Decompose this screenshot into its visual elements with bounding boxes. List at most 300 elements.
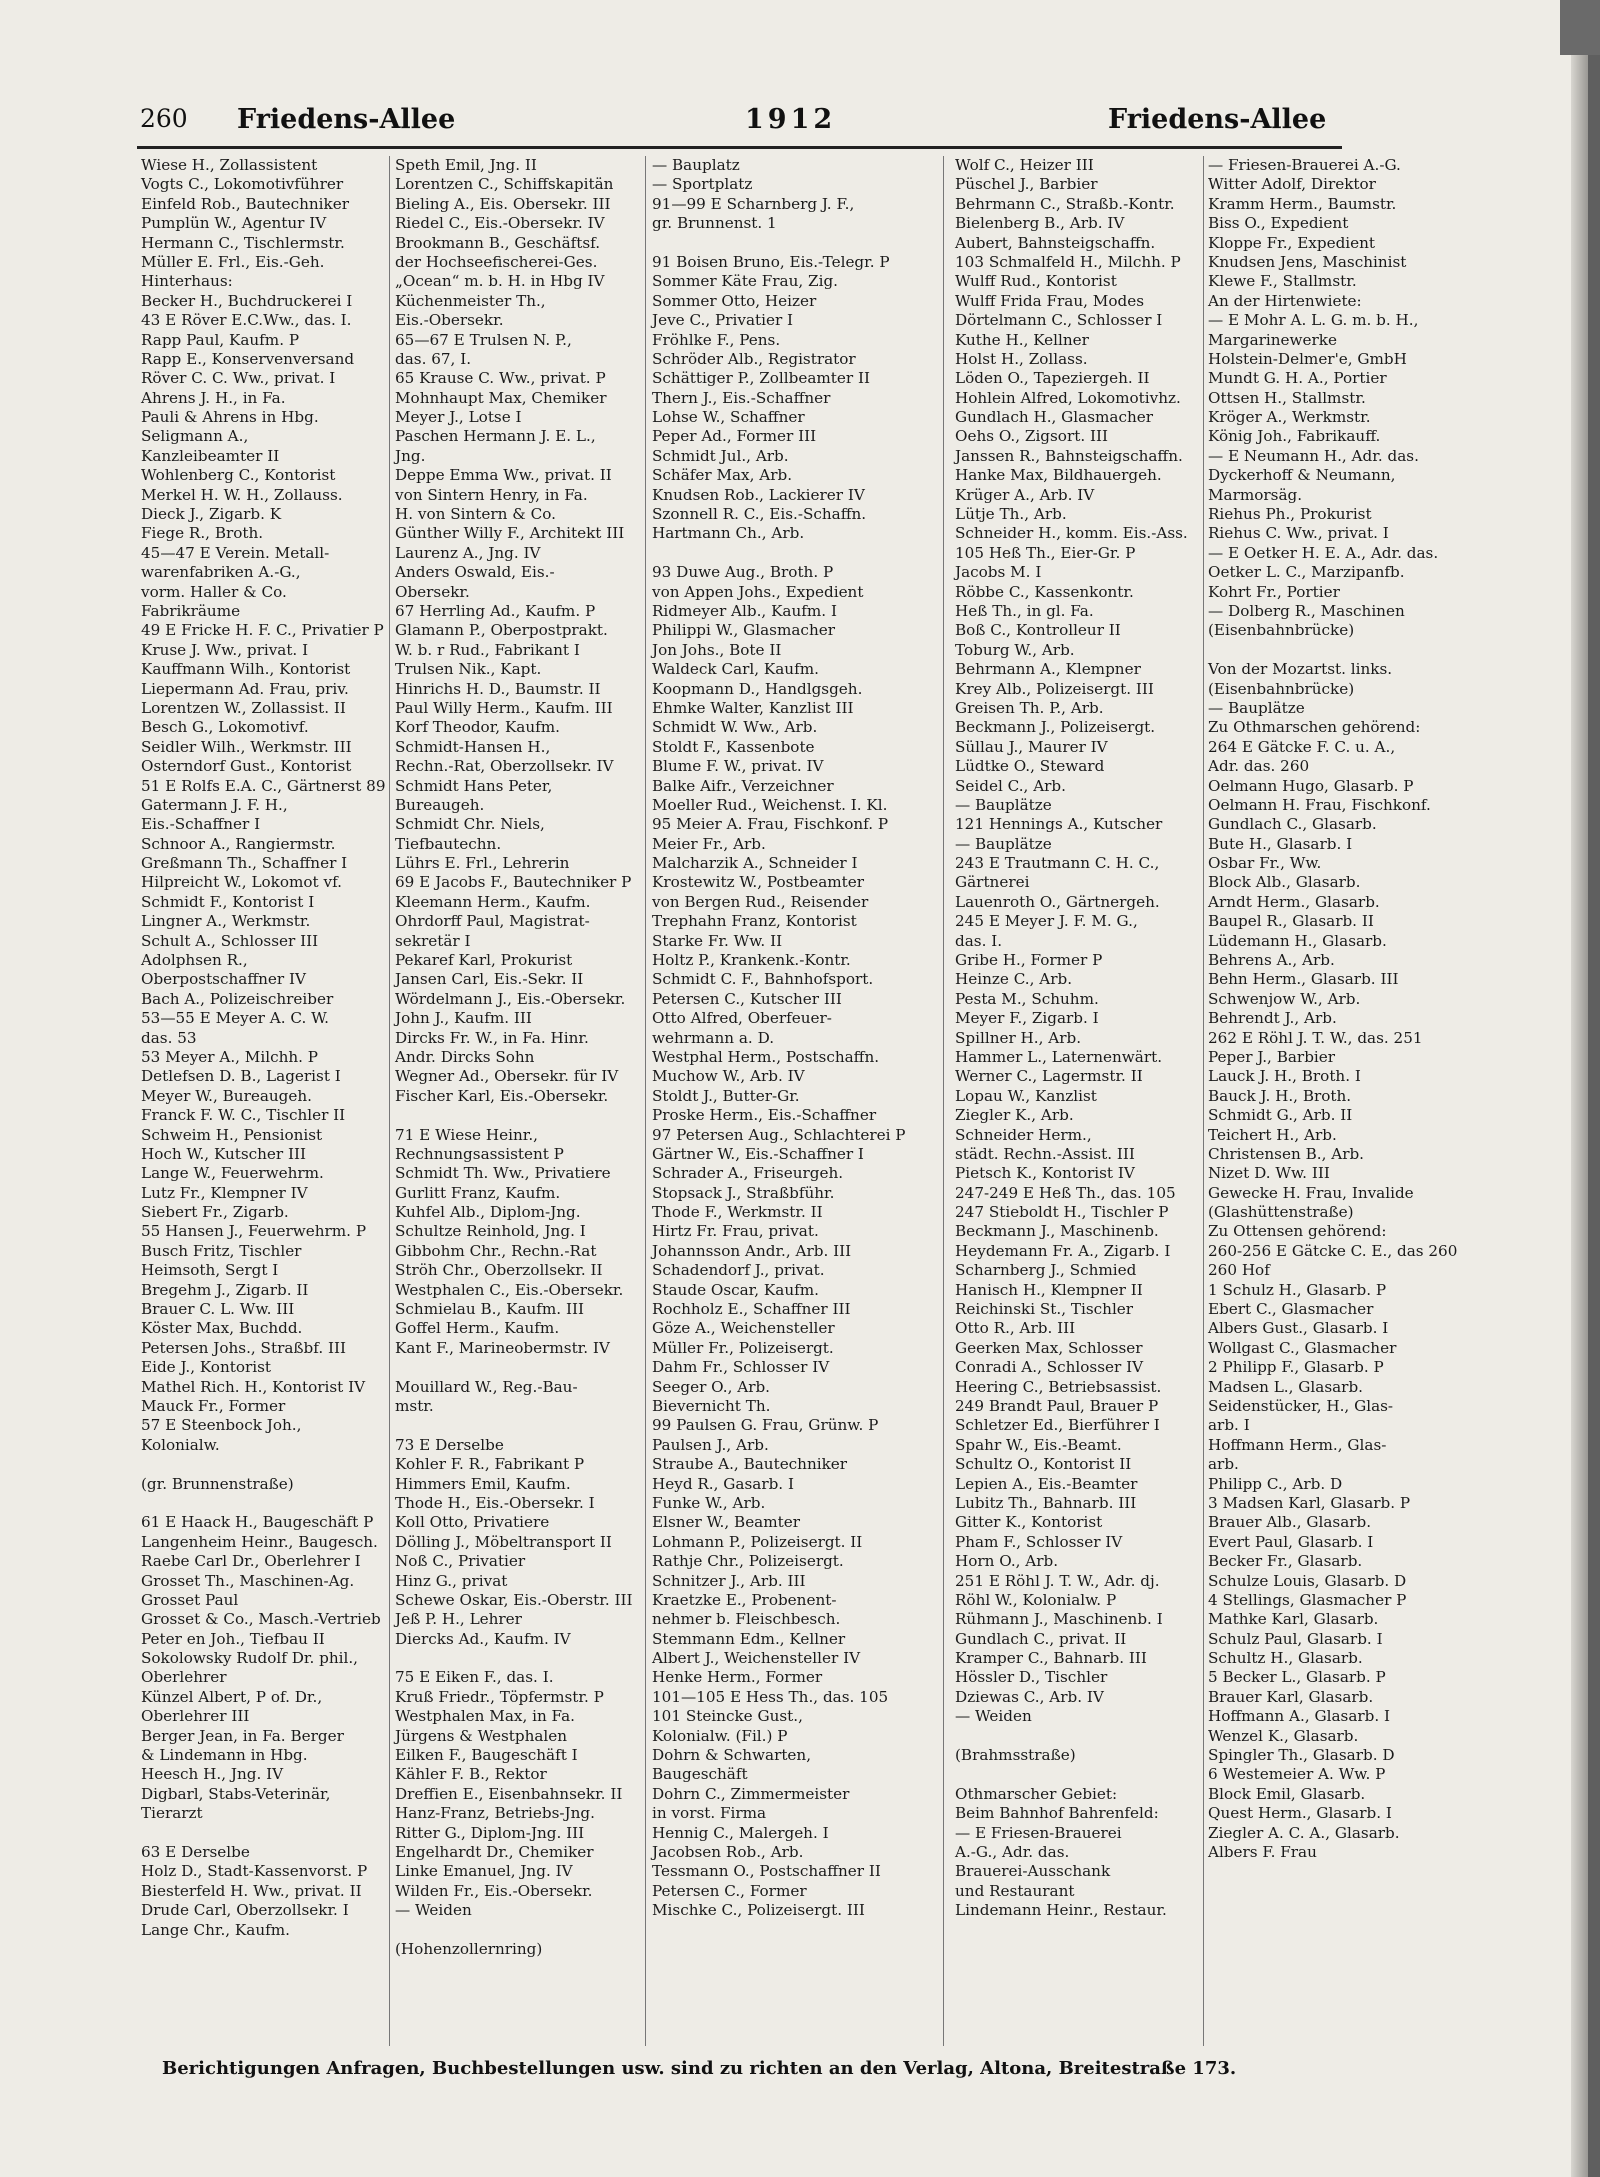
directory-entry: Schmidt Th. Ww., Privatiere [395, 1164, 611, 1183]
directory-entry: Hoffmann Herm., Glas- [1208, 1435, 1387, 1454]
directory-entry: 4 Stellings, Glasmacher P [1208, 1590, 1407, 1609]
directory-entry: 65 Krause C. Ww., privat. P [395, 369, 606, 388]
directory-entry: Rechn.-Rat, Oberzollsekr. IV [395, 757, 614, 776]
directory-entry: A.-G., Adr. das. [955, 1842, 1070, 1861]
directory-entry: von Sintern Henry, in Fa. [395, 485, 588, 504]
directory-entry: Kruse J. Ww., privat. I [141, 640, 309, 659]
directory-entry: vorm. Haller & Co. [141, 582, 287, 601]
directory-entry: Westphalen C., Eis.-Obersekr. [395, 1280, 624, 1299]
directory-entry: 53 Meyer A., Milchh. P [141, 1047, 319, 1066]
directory-entry: Diercks Ad., Kaufm. IV [395, 1629, 571, 1648]
directory-entry: Bieling A., Eis. Obersekr. III [395, 194, 611, 213]
directory-entry: Schmidt W. Ww., Arb. [652, 718, 818, 737]
directory-entry: Block Alb., Glasarb. [1208, 873, 1361, 892]
directory-entry: Digbarl, Stabs-Veterinär, [141, 1784, 331, 1803]
directory-entry: Gurlitt Franz, Kaufm. [395, 1183, 561, 1202]
directory-entry [395, 1358, 640, 1377]
directory-entry: — Bauplätze [955, 834, 1052, 853]
directory-entry: Werner C., Lagermstr. II [955, 1067, 1143, 1086]
directory-entry: Lührs E. Frl., Lehrerin [395, 854, 570, 873]
directory-entry: Staude Oscar, Kaufm. [652, 1280, 819, 1299]
directory-entry: Schmidt C. F., Bahnhofsport. [652, 970, 874, 989]
directory-entry: Stoldt J., Butter-Gr. [652, 1086, 800, 1105]
page-edge [1571, 0, 1588, 2177]
directory-entry: Hanisch H., Klempner II [955, 1280, 1143, 1299]
directory-entry: Ridmeyer Alb., Kaufm. I [652, 601, 837, 620]
directory-entry: Beckmann J., Maschinenb. [955, 1222, 1159, 1241]
directory-entry: Philippi W., Glasmacher [652, 621, 835, 640]
directory-entry: Klewe F., Stallmstr. [1208, 272, 1357, 291]
directory-entry: Riedel C., Eis.-Obersekr. IV [395, 214, 605, 233]
directory-entry: Lindemann Heinr., Restaur. [955, 1901, 1167, 1920]
directory-entry: Adolphsen R., [141, 951, 248, 970]
directory-entry: Johannsson Andr., Arb. III [652, 1241, 852, 1260]
directory-entry: Mathke Karl, Glasarb. [1208, 1610, 1379, 1629]
directory-entry [141, 1824, 386, 1843]
directory-entry [395, 1106, 640, 1125]
directory-entry: und Restaurant [955, 1881, 1075, 1900]
directory-entry: 264 E Gätcke F. C. u. A., [1208, 737, 1396, 756]
directory-entry: Pumplün W., Agentur IV [141, 214, 327, 233]
directory-entry: Bielenberg B., Arb. IV [955, 214, 1125, 233]
directory-entry: Waldeck Carl, Kaufm. [652, 660, 819, 679]
directory-entry: 67 Herrling Ad., Kaufm. P [395, 601, 596, 620]
directory-entry: Kramm Herm., Baumstr. [1208, 194, 1397, 213]
directory-entry: Detlefsen D. B., Lagerist I [141, 1067, 341, 1086]
directory-entry: Gatermann J. F. H., [141, 795, 288, 814]
directory-entry: Stemmann Edm., Kellner [652, 1629, 846, 1648]
directory-entry: Muchow W., Arb. IV [652, 1067, 805, 1086]
directory-entry: Kloppe Fr., Expedient [1208, 233, 1376, 252]
directory-entry: Christensen B., Arb. [1208, 1144, 1364, 1163]
directory-entry: Schmidt G., Arb. II [1208, 1106, 1353, 1125]
directory-entry: Dohrn C., Zimmermeister [652, 1784, 850, 1803]
directory-entry: Himmers Emil, Kaufm. [395, 1474, 571, 1493]
directory-entry: Oelmann H. Frau, Fischkonf. [1208, 795, 1431, 814]
directory-entry: Henke Herm., Former [652, 1668, 823, 1687]
directory-entry: Heimsoth, Sergt I [141, 1261, 279, 1280]
directory-entry: (Eisenbahnbrücke) [1208, 621, 1355, 640]
directory-entry: 260 Hof [1208, 1261, 1270, 1280]
directory-entry: Jacobs M. I [955, 563, 1042, 582]
directory-entry: Noß C., Privatier [395, 1552, 526, 1571]
directory-entry: Gärtner W., Eis.-Schaffner I [652, 1144, 864, 1163]
directory-entry: das. 67, I. [395, 349, 472, 368]
directory-entry: Wulff Rud., Kontorist [955, 272, 1117, 291]
directory-entry: Lange Chr., Kaufm. [141, 1920, 290, 1939]
directory-entry: Hilpreicht W., Lokomot vf. [141, 873, 342, 892]
directory-entry: 93 Duwe Aug., Broth. P [652, 563, 834, 582]
directory-entry: — E Neumann H., Adr. das. [1208, 446, 1419, 465]
directory-entry: Andr. Dircks Sohn [395, 1047, 535, 1066]
directory-entry: Heyd R., Gasarb. I [652, 1474, 794, 1493]
directory-entry: Ritter G., Diplom-Jng. III [395, 1823, 585, 1842]
directory-entry: Wollgast C., Glasmacher [1208, 1338, 1397, 1357]
directory-entry: Speth Emil, Jng. II [395, 156, 537, 174]
directory-entry: Gärtnerei [955, 873, 1030, 892]
directory-entry: Thern J., Eis.-Schaffner [652, 388, 831, 407]
directory-entry: Lepien A., Eis.-Beamter [955, 1474, 1138, 1493]
directory-entry: Baupel R., Glasarb. II [1208, 912, 1374, 931]
directory-entry: W. b. r Rud., Fabrikant I [395, 640, 580, 659]
directory-entry: Rochholz E., Schaffner III [652, 1300, 851, 1319]
directory-entry: 1 Schulz H., Glasarb. P [1208, 1280, 1387, 1299]
directory-entry: 99 Paulsen G. Frau, Grünw. P [652, 1416, 879, 1435]
directory-entry: — Friesen-Brauerei A.-G. [1208, 156, 1401, 174]
directory-entry: Rechnungsassistent P [395, 1144, 564, 1163]
directory-entry: Krostewitz W., Postbeamter [652, 873, 865, 892]
directory-entry: Lütje Th., Arb. [955, 505, 1067, 524]
directory-entry: Hoffmann A., Glasarb. I [1208, 1707, 1391, 1726]
directory-entry: Raebe Carl Dr., Oberlehrer I [141, 1552, 361, 1571]
running-head-left: Friedens-Allee [237, 104, 456, 135]
directory-entry: Szonnell R. C., Eis.-Schaffn. [652, 505, 867, 524]
directory-entry: Wenzel K., Glasarb. [1208, 1726, 1359, 1745]
directory-entry [652, 544, 898, 563]
column-5 [1208, 156, 1458, 2054]
directory-entry: Hammer L., Laternenwärt. [955, 1047, 1163, 1066]
directory-entry [141, 1494, 386, 1513]
directory-entry: Kraetzke E., Probenent- [652, 1590, 837, 1609]
directory-entry: Franck F. W. C., Tischler II [141, 1106, 346, 1125]
directory-entry: Biss O., Expedient [1208, 214, 1349, 233]
directory-entry: 105 Heß Th., Eier-Gr. P [955, 543, 1136, 562]
directory-entry: Jeß P. H., Lehrer [395, 1610, 522, 1629]
directory-entry: Albers F. Frau [1208, 1842, 1317, 1861]
directory-entry: Malcharzik A., Schneider I [652, 854, 858, 873]
directory-entry: 95 Meier A. Frau, Fischkonf. P [652, 815, 889, 834]
directory-entry [141, 1455, 386, 1474]
directory-entry: 247-249 E Heß Th., das. 105 [955, 1183, 1176, 1202]
running-head-year: 1912 [745, 104, 837, 135]
directory-entry: — E Oetker H. E. A., Adr. das. [1208, 543, 1439, 562]
directory-entry: 249 Brandt Paul, Brauer P [955, 1397, 1159, 1415]
directory-entry: Dohrn & Schwarten, [652, 1746, 812, 1765]
directory-entry: Vogts C., Lokomotivführer [141, 175, 344, 194]
directory-entry: Riehus Ph., Prokurist [1208, 505, 1372, 524]
directory-entry: Petersen C., Kutscher III [652, 989, 842, 1008]
directory-entry: Schult A., Schlosser III [141, 931, 319, 950]
directory-entry: Seligmann A., [141, 427, 249, 446]
directory-entry: Püschel J., Barbier [955, 175, 1098, 194]
directory-entry: Mundt G. H. A., Portier [1208, 369, 1387, 388]
directory-entry: Schneider Herm., [955, 1125, 1092, 1144]
directory-entry: Oetker L. C., Marzipanfb. [1208, 563, 1405, 582]
directory-entry [395, 1649, 640, 1668]
directory-entry: Röbbe C., Kassenkontr. [955, 582, 1134, 601]
directory-entry: Knudsen Jens, Maschinist [1208, 252, 1407, 271]
directory-entry: 247 Stieboldt H., Tischler P [955, 1203, 1169, 1222]
directory-entry: Mohnhaupt Max, Chemiker [395, 388, 607, 407]
directory-entry: Lange W., Feuerwehrm. [141, 1164, 324, 1183]
directory-entry: John J., Kaufm. III [395, 1009, 532, 1028]
directory-entry: Laurenz A., Jng. IV [395, 543, 541, 562]
directory-entry: Aubert, Bahnsteigschaffn. [955, 233, 1156, 252]
directory-entry: 63 E Derselbe [141, 1842, 250, 1861]
directory-entry: Schmidt F., Kontorist I [141, 892, 315, 911]
directory-entry [1208, 641, 1416, 660]
directory-entry: Schröder Alb., Registrator [652, 349, 856, 368]
directory-entry: Bregehm J., Zigarb. II [141, 1280, 309, 1299]
directory-entry: 55 Hansen J., Feuerwehrm. P [141, 1222, 367, 1241]
directory-entry: Ströh Chr., Oberzollsekr. II [395, 1261, 603, 1280]
directory-entry: Behrmann A., Klempner [955, 660, 1141, 679]
directory-entry: Schneider H., komm. Eis.-Ass. [955, 524, 1188, 543]
directory-entry: — Bauplätze [955, 795, 1052, 814]
directory-entry: 71 E Wiese Heinr., [395, 1125, 538, 1144]
directory-entry: Trulsen Nik., Kapt. [395, 660, 542, 679]
directory-entry: Witter Adolf, Direktor [1208, 175, 1376, 194]
directory-entry: 262 E Röhl J. T. W., das. 251 [1208, 1028, 1423, 1047]
directory-entry: Dölling J., Möbeltransport II [395, 1532, 612, 1551]
directory-entry: Bievernicht Th. [652, 1397, 771, 1415]
directory-entry: Heesch H., Jng. IV [141, 1765, 284, 1784]
directory-entry: Teichert H., Arb. [1208, 1125, 1337, 1144]
directory-entry: Schultz O., Kontorist II [955, 1455, 1132, 1474]
directory-entry: Wiese H., Zollassistent [141, 156, 318, 174]
directory-entry: Thode F., Werkmstr. II [652, 1203, 823, 1222]
directory-entry: Scharnberg J., Schmied [955, 1261, 1137, 1280]
directory-entry: Schletzer Ed., Bierführer I [955, 1416, 1160, 1435]
directory-entry: Holstein-Delmer'e, GmbH [1208, 349, 1407, 368]
directory-entry: Funke W., Arb. [652, 1493, 766, 1512]
directory-entry: Pietsch K., Kontorist IV [955, 1164, 1135, 1183]
directory-entry: Jeve C., Privatier I [652, 311, 794, 330]
directory-entry: Löden O., Tapeziergeh. II [955, 369, 1150, 388]
directory-entry: Schnitzer J., Arb. III [652, 1571, 806, 1590]
directory-entry: Röver C. C. Ww., privat. I [141, 369, 336, 388]
directory-entry: „Ocean“ m. b. H. in Hbg IV [395, 272, 605, 291]
directory-entry: Kanzleibeamter II [141, 446, 280, 465]
directory-entry: Ziegler K., Arb. [955, 1106, 1074, 1125]
directory-entry: Schultz H., Glasarb. [1208, 1649, 1363, 1668]
directory-entry: Madsen L., Glasarb. [1208, 1377, 1363, 1396]
directory-entry: Westphalen Max, in Fa. [395, 1707, 575, 1726]
directory-entry: (Eisenbahnbrücke) [1208, 679, 1355, 698]
directory-entry: Meyer W., Bureaugeh. [141, 1086, 312, 1105]
directory-entry: Grosset Paul [141, 1590, 239, 1609]
directory-entry: — E Friesen-Brauerei [955, 1823, 1122, 1842]
directory-entry: Schulz Paul, Glasarb. I [1208, 1629, 1383, 1648]
directory-entry: Pekaref Karl, Prokurist [395, 951, 573, 970]
column-1 [141, 156, 386, 2054]
column-divider [943, 156, 944, 2046]
directory-entry: Heß Th., in gl. Fa. [955, 601, 1094, 620]
directory-entry: Drude Carl, Oberzollsekr. I [141, 1901, 349, 1920]
directory-entry: — Bauplatz [652, 156, 740, 174]
directory-entry: Rathje Chr., Polizeisergt. [652, 1552, 844, 1571]
directory-entry: städt. Rechn.-Assist. III [955, 1144, 1135, 1163]
directory-entry: Trephahn Franz, Kontorist [652, 912, 857, 931]
directory-entry: Adr. das. 260 [1208, 757, 1310, 776]
directory-entry: Otto Alfred, Oberfeuer- [652, 1009, 832, 1028]
directory-entry: Röhl W., Kolonialw. P [955, 1590, 1117, 1609]
directory-entry: 2 Philipp F., Glasarb. P [1208, 1358, 1384, 1377]
column-divider [1203, 156, 1204, 2046]
directory-entry: Hohlein Alfred, Lokomotivhz. [955, 388, 1181, 407]
directory-entry: Schmielau B., Kaufm. III [395, 1300, 584, 1319]
directory-entry: Starke Fr. Ww. II [652, 931, 783, 950]
page-number: 260 [140, 104, 188, 133]
directory-entry: Spahr W., Eis.-Beamt. [955, 1435, 1122, 1454]
directory-entry: 260-256 E Gätcke C. E., das 260 [1208, 1241, 1458, 1260]
directory-entry: Ziegler A. C. A., Glasarb. [1208, 1823, 1400, 1842]
directory-entry: Brookmann B., Geschäftsf. [395, 233, 601, 252]
directory-entry: Jacobsen Rob., Arb. [652, 1842, 804, 1861]
directory-entry: Schättiger P., Zollbeamter II [652, 369, 870, 388]
directory-entry: Philipp C., Arb. D [1208, 1474, 1343, 1493]
directory-entry: Fischer Karl, Eis.-Obersekr. [395, 1086, 609, 1105]
directory-entry: & Lindemann in Hbg. [141, 1746, 308, 1765]
directory-entry: 243 E Trautmann C. H. C., [955, 854, 1160, 873]
directory-entry: Schultze Reinhold, Jng. I [395, 1222, 586, 1241]
directory-entry: Kähler F. B., Rektor [395, 1765, 547, 1784]
directory-entry: Lutz Fr., Klempner IV [141, 1183, 308, 1202]
directory-entry: Lüdtke O., Steward [955, 757, 1105, 776]
directory-entry: (gr. Brunnenstraße) [141, 1474, 294, 1493]
directory-entry: Pesta M., Schuhm. [955, 989, 1099, 1008]
directory-entry: warenfabriken A.-G., [141, 563, 301, 582]
directory-entry: Paulsen J., Arb. [652, 1435, 769, 1454]
directory-entry: Behrens A., Arb. [1208, 951, 1335, 970]
directory-entry: Tiefbautechn. [395, 834, 502, 853]
column-3 [652, 156, 906, 2054]
directory-entry: Obersekr. [395, 582, 470, 601]
directory-entry: Baugeschäft [652, 1765, 748, 1784]
directory-entry: König Joh., Fabrikauff. [1208, 427, 1381, 446]
directory-entry: Einfeld Rob., Bautechniker [141, 194, 349, 213]
directory-entry: Liepermann Ad. Frau, priv. [141, 679, 349, 698]
directory-entry: Marmorsäg. [1208, 485, 1303, 504]
directory-entry: Pham F., Schlosser IV [955, 1532, 1123, 1551]
directory-entry: Holtz P., Krankenk.-Kontr. [652, 951, 851, 970]
directory-entry: Osterndorf Gust., Kontorist [141, 757, 352, 776]
directory-entry: Brauer C. L. Ww. III [141, 1300, 295, 1319]
directory-entry: Hanz-Franz, Betriebs-Jng. [395, 1804, 595, 1823]
directory-entry: Fröhlke F., Pens. [652, 330, 781, 349]
directory-entry: Hinterhaus: [141, 272, 233, 291]
directory-entry: Hinz G., privat [395, 1571, 508, 1590]
directory-entry: das. 53 [141, 1028, 197, 1047]
directory-entry: Margarinewerke [1208, 330, 1337, 349]
directory-entry: Dahm Fr., Schlosser IV [652, 1358, 830, 1377]
directory-entry: (Brahmsstraße) [955, 1746, 1076, 1765]
directory-entry: Wohlenberg C., Kontorist [141, 466, 336, 485]
directory-entry: Schweim H., Pensionist [141, 1125, 323, 1144]
directory-entry: Hoch W., Kutscher III [141, 1144, 306, 1163]
directory-entry: Köster Max, Buchdd. [141, 1319, 303, 1338]
directory-entry: Block Emil, Glasarb. [1208, 1784, 1366, 1803]
directory-entry: Linke Emanuel, Jng. IV [395, 1862, 573, 1881]
directory-entry: Merkel H. W. H., Zollauss. [141, 485, 343, 504]
directory-entry: H. von Sintern & Co. [395, 505, 556, 524]
directory-entry: Von der Mozartst. links. [1208, 660, 1393, 679]
directory-entry: Dörtelmann C., Schlosser I [955, 311, 1163, 330]
directory-entry: Wulff Frida Frau, Modes [955, 291, 1144, 310]
directory-entry: Hermann C., Tischlermstr. [141, 233, 345, 252]
directory-entry: — Dolberg R., Maschinen [1208, 601, 1405, 620]
directory-entry: Nizet D. Ww. III [1208, 1164, 1330, 1183]
directory-entry: Oberlehrer III [141, 1707, 250, 1726]
directory-entry: 101 Steincke Gust., [652, 1707, 803, 1726]
directory-entry: Fiege R., Broth. [141, 524, 264, 543]
directory-entry: Hartmann Ch., Arb. [652, 524, 805, 543]
header-rule [137, 146, 1342, 149]
directory-entry: Bureaugeh. [395, 795, 485, 814]
directory-entry: Göze A., Weichensteller [652, 1319, 835, 1338]
directory-entry: Lingner A., Werkmstr. [141, 912, 311, 931]
directory-entry: 57 E Steenbock Joh., [141, 1416, 302, 1435]
directory-entry: Kauffmann Wilh., Kontorist [141, 660, 351, 679]
directory-entry: — Weiden [955, 1707, 1032, 1726]
directory-entry: Behn Herm., Glasarb. III [1208, 970, 1399, 989]
directory-entry: Schrader A., Friseurgeh. [652, 1164, 844, 1183]
directory-entry: Holz D., Stadt-Kassenvorst. P [141, 1862, 368, 1881]
directory-entry: Glamann P., Oberpostprakt. [395, 621, 608, 640]
directory-entry: Hirtz Fr. Frau, privat. [652, 1222, 819, 1241]
directory-entry: Ottsen H., Stallmstr. [1208, 388, 1366, 407]
directory-entry: Meyer F., Zigarb. I [955, 1009, 1099, 1028]
directory-entry: Proske Herm., Eis.-Schaffner [652, 1106, 877, 1125]
directory-entry: 121 Hennings A., Kutscher [955, 815, 1163, 834]
directory-entry: sekretär I [395, 931, 471, 950]
directory-entry: Jansen Carl, Eis.-Sekr. II [395, 970, 584, 989]
directory-entry: Schwenjow W., Arb. [1208, 989, 1361, 1008]
directory-entry: Gribe H., Former P [955, 951, 1103, 970]
directory-entry: Kolonialw. [141, 1435, 220, 1454]
directory-entry: Rapp E., Konservenversand [141, 349, 355, 368]
directory-entry: Arndt Herm., Glasarb. [1208, 892, 1380, 911]
directory-entry: Schadendorf J., privat. [652, 1261, 825, 1280]
directory-entry: arb. I [1208, 1416, 1250, 1435]
directory-entry: Behrmann C., Straßb.-Kontr. [955, 194, 1175, 213]
directory-entry: Heinze C., Arb. [955, 970, 1073, 989]
directory-entry: Deppe Emma Ww., privat. II [395, 466, 612, 485]
directory-entry: Berger Jean, in Fa. Berger [141, 1726, 344, 1745]
directory-entry: Knudsen Rob., Lackierer IV [652, 485, 865, 504]
directory-entry: Krey Alb., Polizeisergt. III [955, 679, 1154, 698]
directory-entry: gr. Brunnenst. 1 [652, 214, 777, 233]
directory-entry: Ahrens J. H., in Fa. [141, 388, 286, 407]
directory-entry: 65—67 E Trulsen N. P., [395, 330, 572, 349]
directory-entry: Rühmann J., Maschinenb. I [955, 1610, 1163, 1629]
directory-entry: Seidler Wilh., Werkmstr. III [141, 737, 352, 756]
directory-entry: Kolonialw. (Fil.) P [652, 1726, 788, 1745]
directory-entry: Brauerei-Ausschank [955, 1862, 1111, 1881]
directory-entry: das. I. [955, 931, 1003, 950]
directory-entry: Oberlehrer [141, 1668, 227, 1687]
directory-entry: Bach A., Polizeischreiber [141, 989, 334, 1008]
directory-entry: Lorentzen C., Schiffskapitän [395, 175, 614, 194]
directory-entry: 61 E Haack H., Baugeschäft P [141, 1513, 374, 1532]
directory-entry: 69 E Jacobs F., Bautechniker P [395, 873, 632, 892]
directory-entry: Jürgens & Westphalen [395, 1726, 568, 1745]
directory-entry: Dreffien E., Eisenbahnsekr. II [395, 1784, 623, 1803]
directory-entry: Eide J., Kontorist [141, 1358, 271, 1377]
directory-entry: Schmidt Jul., Arb. [652, 446, 789, 465]
directory-entry: Schmidt-Hansen H., [395, 737, 551, 756]
directory-entry: Sommer Otto, Heizer [652, 291, 817, 310]
directory-entry: Grosset & Co., Masch.-Vertrieb [141, 1610, 381, 1629]
directory-entry: Jng. [395, 446, 426, 465]
directory-entry: Süllau J., Maurer IV [955, 737, 1108, 756]
directory-entry: 75 E Eiken F., das. I. [395, 1668, 554, 1687]
directory-entry: Gibbohm Chr., Rechn.-Rat [395, 1241, 597, 1260]
directory-entry: 97 Petersen Aug., Schlachterei P [652, 1125, 906, 1144]
directory-entry: Siebert Fr., Zigarb. [141, 1203, 289, 1222]
directory-entry: Otto R., Arb. III [955, 1319, 1076, 1338]
directory-entry: Koll Otto, Privatiere [395, 1513, 550, 1532]
